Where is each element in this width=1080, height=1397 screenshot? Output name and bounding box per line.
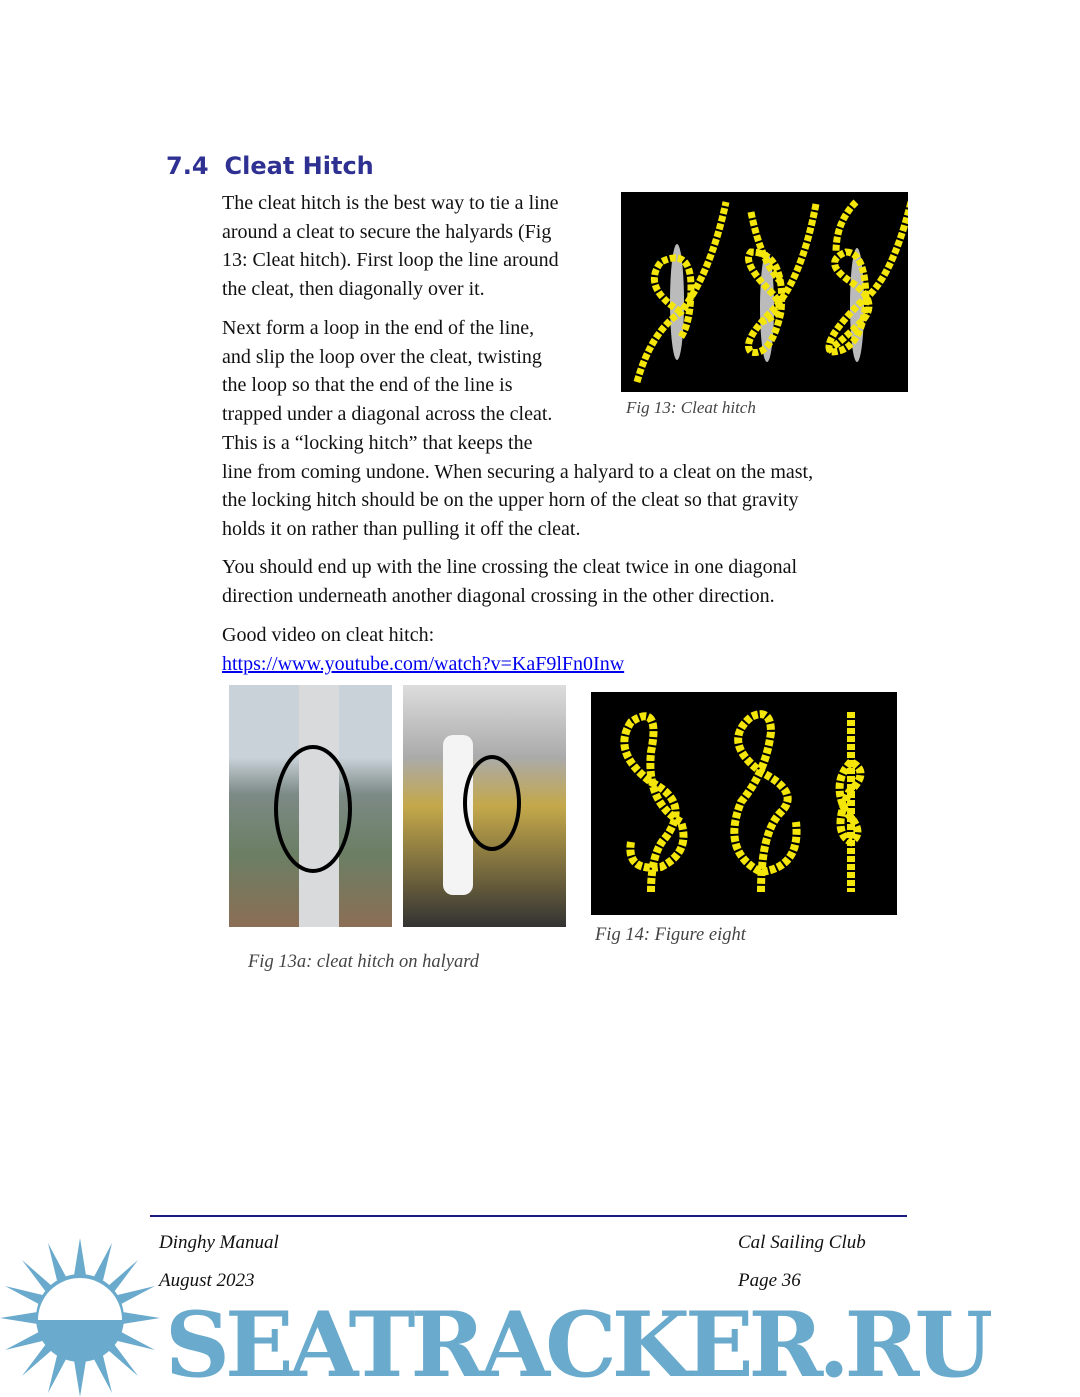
video-paragraph: Good video on cleat hitch: https://www.youtube.com/watch?v=KaF9lFn0Inw xyxy=(222,621,624,678)
section-heading: 7.4 Cleat Hitch xyxy=(166,152,374,180)
fig13a-photo-mast xyxy=(229,685,392,927)
cleat-hitch-illustration xyxy=(621,192,908,392)
footer-page-number: Page 36 xyxy=(738,1270,801,1291)
footer-divider xyxy=(150,1215,907,1217)
video-link[interactable]: https://www.youtube.com/watch?v=KaF9lFn0Inw xyxy=(222,652,625,675)
watermark-text: SEATRACKER.RU xyxy=(165,1292,988,1397)
fig14-figure-eight-image xyxy=(591,692,897,915)
fig13-caption: Fig 13: Cleat hitch xyxy=(626,398,756,417)
fig13-cleat-hitch-image xyxy=(621,192,908,392)
footer-club-name: Cal Sailing Club xyxy=(738,1232,866,1253)
fig14-caption: Fig 14: Figure eight xyxy=(595,925,746,945)
footer-date: August 2023 xyxy=(159,1270,255,1291)
paragraph-3: You should end up with the line crossing the cleat twice in one diagonal direction underneath another diagonal crossing in the other direction. xyxy=(222,556,798,607)
paragraph-1: The cleat hitch is the best way to tie a line around a cleat to secure the halyards (Fig 13: Cleat hitch). First loop the line around the cleat, then diagonally over it. xyxy=(222,192,559,301)
footer-manual-title: Dinghy Manual xyxy=(159,1232,279,1253)
figure-eight-illustration xyxy=(591,692,897,915)
sun-watermark-icon xyxy=(0,1238,160,1397)
fig13a-photo-cleat xyxy=(403,685,566,927)
fig13a-caption: Fig 13a: cleat hitch on halyard xyxy=(248,952,480,972)
paragraph-2: Next form a loop in the end of the line, and slip the loop over the cleat, twisting the loop so that the end of the line is trapped under a diagonal across the cleat. This is a “locking hitch” that keeps the line from coming undone. When securing a halyard to a cleat on the mast, the locking hitch should be on the upper horn of the cleat so that gravity holds it on rather than pulling it off the cleat. xyxy=(222,317,814,540)
